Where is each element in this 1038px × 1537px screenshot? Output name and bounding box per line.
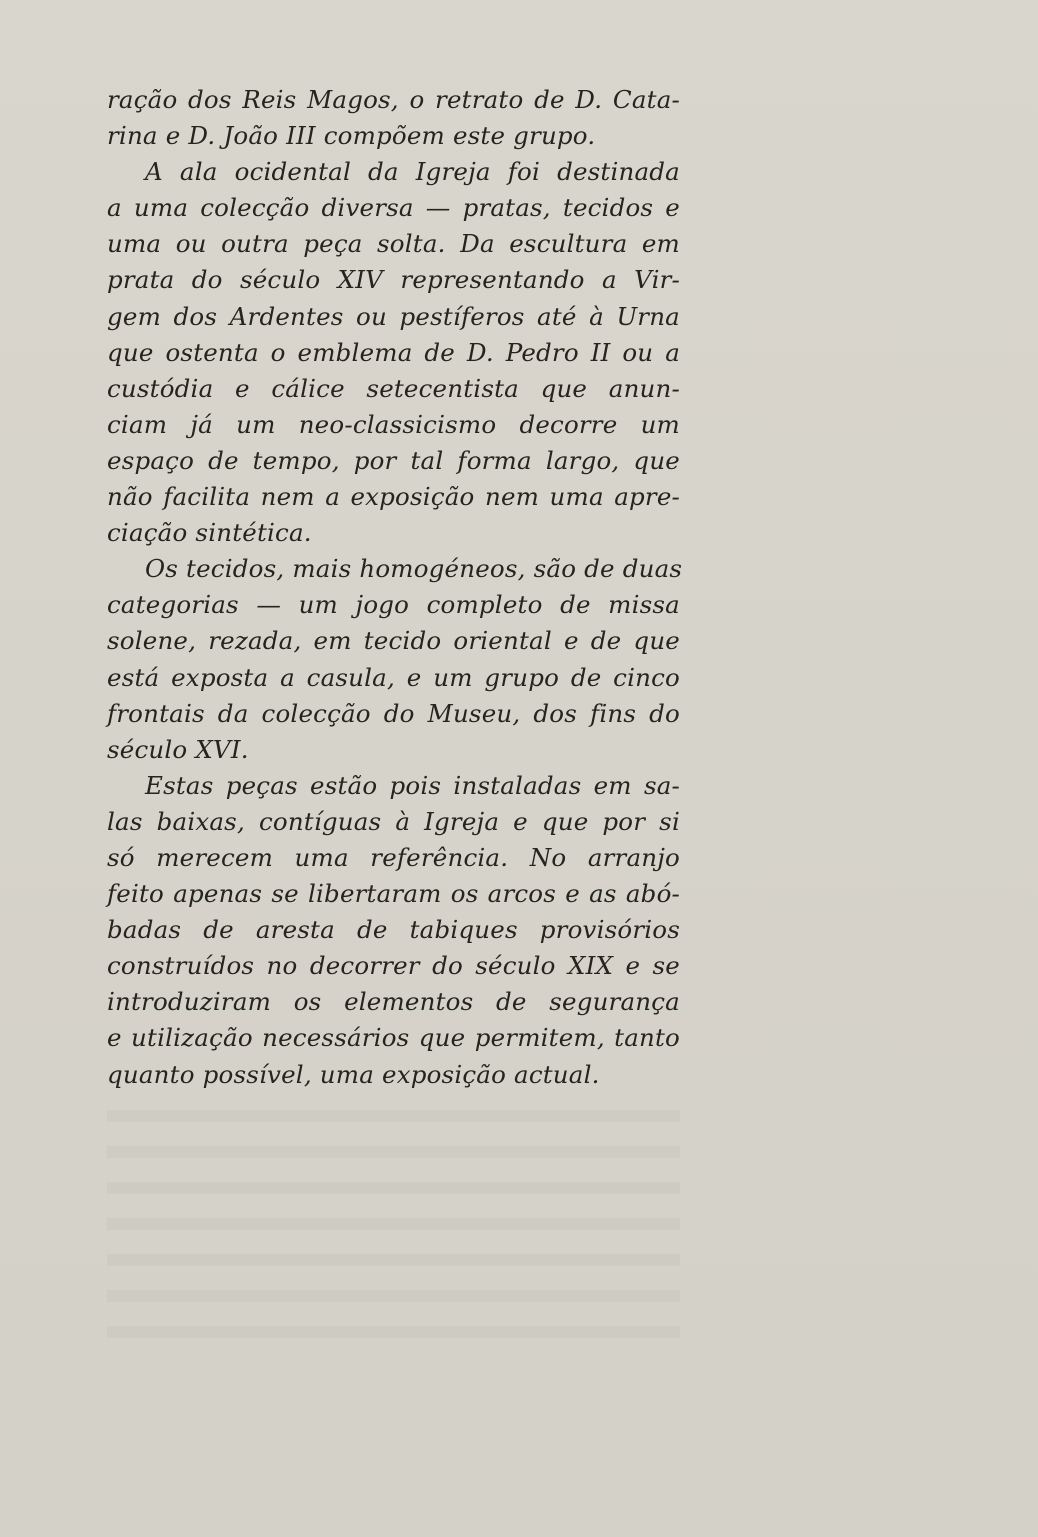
text-line: Estas peças estão pois instaladas em sa- — [145, 770, 680, 800]
body-text — [107, 82, 683, 1093]
show-through-texture — [107, 1096, 680, 1356]
text-line: frontais da colecção do Museu, dos fins do — [107, 698, 680, 728]
text-line: introduziram os elementos de segurança — [107, 987, 680, 1017]
text-line: custódia e cálice setecentista que anun- — [107, 373, 680, 403]
text-line: está exposta a casula, e um grupo de cinco — [107, 662, 680, 692]
text-line: feito apenas se libertaram os arcos e as abó- — [107, 879, 680, 909]
text-line: que ostenta o emblema de D. Pedro II ou a — [107, 337, 680, 367]
text-line: a uma colecção diversa — pratas, tecidos e — [107, 193, 680, 223]
text-line: não facilita nem a exposição nem uma apre- — [107, 482, 680, 512]
text-line: quanto possível, uma exposição actual. — [107, 1059, 600, 1089]
text-line: construídos no decorrer do século XIX e se — [107, 951, 680, 981]
text-line: ciam já um neo-classicismo decorre um — [107, 409, 680, 439]
text-line: las baixas, contíguas à Igreja e que por si — [107, 806, 680, 836]
text-line: ciação sintética. — [107, 518, 312, 548]
text-line: só merecem uma referência. No arranjo — [107, 842, 680, 872]
text-line: solene, rezada, em tecido oriental e de que — [107, 626, 680, 656]
text-line: badas de aresta de tabiques provisórios — [107, 915, 680, 945]
text-line: gem dos Ardentes ou pestíferos até à Urna — [107, 301, 680, 331]
text-line: século XVI. — [107, 734, 249, 764]
text-line: ração dos Reis Magos, o retrato de D. Cata- — [107, 85, 680, 114]
text-line: Os tecidos, mais homogéneos, são de duas — [145, 554, 683, 584]
text-line: uma ou outra peça solta. Da escultura em — [107, 229, 680, 259]
text-line: e utilização necessários que permitem, tanto — [107, 1023, 680, 1053]
text-line: prata do século XIV representando a Vir- — [107, 265, 680, 295]
text-line: rina e D. João III compõem este grupo. — [107, 121, 596, 151]
text-line: categorias — um jogo completo de missa — [107, 590, 680, 620]
text-line: espaço de tempo, por tal forma largo, que — [107, 445, 680, 475]
text-line: A ala ocidental da Igreja foi destinada — [145, 157, 680, 187]
